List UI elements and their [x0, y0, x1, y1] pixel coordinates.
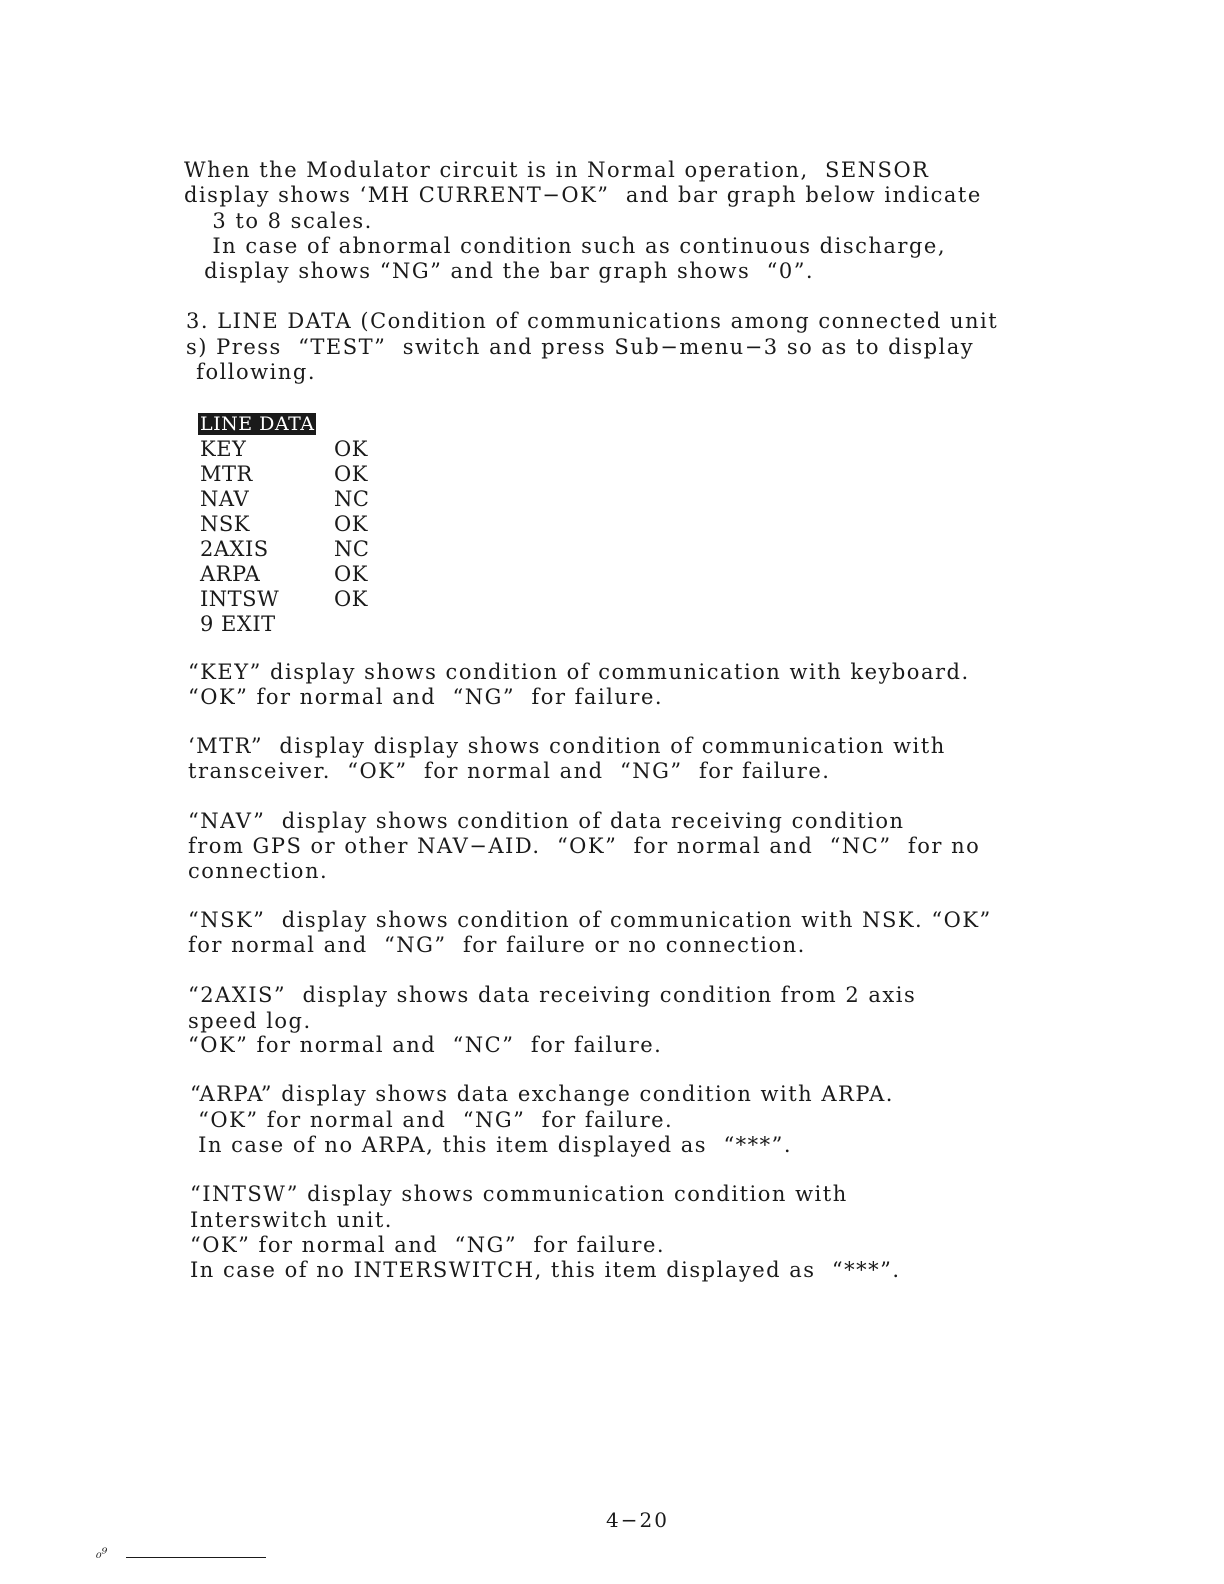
text-line: Interswitch unit. — [190, 1208, 393, 1232]
text-line: “OK” for normal and “NG” for failure. — [190, 1108, 674, 1132]
text-line: transceiver. “OK” for normal and “NG” for failure. — [188, 759, 831, 783]
text-line: “INTSW” display shows communication condition with — [190, 1182, 848, 1206]
text-line: In case of no ARPA, this item displayed as “***”. — [190, 1133, 793, 1157]
text-line: connection. — [188, 859, 329, 883]
text-line: “ARPA” display shows data exchange condition with ARPA. — [190, 1082, 894, 1106]
line-data-value: OK — [334, 562, 368, 586]
text-line: display shows “NG” and the bar graph shows “0”. — [196, 259, 815, 283]
line-data-key: NSK — [200, 512, 250, 536]
text-line: “OK” for normal and “NG” for failure. — [190, 1233, 666, 1257]
page-number: 4−20 — [606, 1508, 669, 1532]
text-line: “NSK” display shows condition of communication with NSK. “OK” — [188, 908, 992, 932]
text-line: “OK” for normal and “NC” for failure. — [188, 1033, 663, 1057]
line-data-key: MTR — [200, 462, 253, 486]
text-line: “OK” for normal and “NG” for failure. — [188, 685, 664, 709]
line-data-key: 9 EXIT — [200, 612, 276, 636]
line-data-key: ARPA — [200, 562, 261, 586]
footer-rule — [126, 1557, 266, 1558]
text-line: “2AXIS” display shows data receiving condition from 2 axis — [188, 983, 917, 1007]
line-data-value: OK — [334, 512, 368, 536]
text-line: In case of abnormal condition such as continuous discharge, — [196, 234, 946, 258]
line-data-key: KEY — [200, 437, 247, 461]
text-line: for normal and “NG” for failure or no connection. — [188, 933, 806, 957]
text-line: speed log. — [188, 1009, 312, 1033]
text-line: following. — [188, 360, 317, 384]
line-data-title: LINE DATA — [200, 413, 315, 435]
line-data-value: OK — [334, 437, 368, 461]
text-line: ‘MTR” display display shows condition of communication with — [188, 734, 946, 758]
line-data-value: OK — [334, 587, 368, 611]
text-line: s) Press “TEST” switch and press Sub−menu−3 so as to display — [186, 335, 975, 359]
line-data-value: NC — [334, 537, 370, 561]
line-data-key: NAV — [200, 487, 250, 511]
text-line: In case of no INTERSWITCH, this item displayed as “***”. — [190, 1258, 901, 1282]
footer-mark: ₀⁹ — [96, 1546, 108, 1562]
text-line: When the Modulator circuit is in Normal operation, SENSOR — [184, 158, 930, 182]
line-data-key: 2AXIS — [200, 537, 269, 561]
text-line: from GPS or other NAV−AID. “OK” for normal and “NC” for no — [188, 834, 981, 858]
line-data-value: NC — [334, 487, 370, 511]
text-line: “KEY” display shows condition of communication with keyboard. — [188, 660, 970, 684]
section-heading: 3. LINE DATA (Condition of communications among connected unit — [186, 309, 999, 333]
text-line: display shows ‘MH CURRENT−OK” and bar graph below indicate — [184, 183, 982, 207]
line-data-key: INTSW — [200, 587, 280, 611]
text-line: “NAV” display shows condition of data receiving condition — [188, 809, 905, 833]
text-line: 3 to 8 scales. — [196, 209, 373, 233]
line-data-value: OK — [334, 462, 368, 486]
